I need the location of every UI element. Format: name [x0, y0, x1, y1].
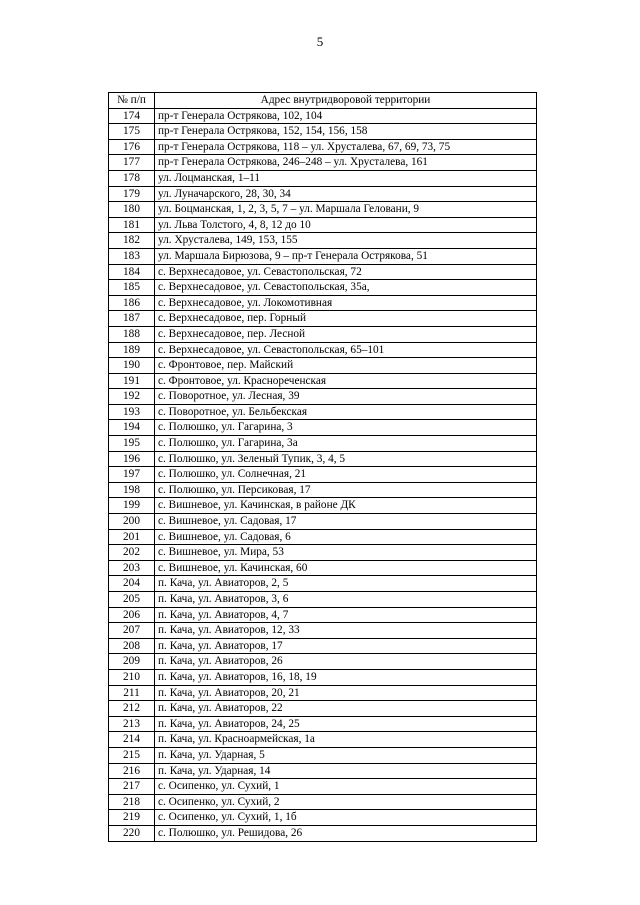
row-address: п. Кача, ул. Авиаторов, 24, 25: [155, 716, 537, 732]
table-row: [109, 389, 537, 405]
row-address: п. Кача, ул. Авиаторов, 3, 6: [155, 592, 537, 608]
row-address: с. Вишневое, ул. Качинская, 60: [155, 560, 537, 576]
row-address: с. Верхнесадовое, пер. Лесной: [155, 326, 537, 342]
row-number: 210: [109, 669, 155, 685]
row-number: 212: [109, 701, 155, 717]
row-address: с. Вишневое, ул. Садовая, 6: [155, 529, 537, 545]
address-table: [108, 92, 537, 842]
table-row: [109, 592, 537, 608]
table-row: [109, 342, 537, 358]
table-row: [109, 685, 537, 701]
row-address: с. Верхнесадовое, ул. Локомотивная: [155, 295, 537, 311]
table-body: [109, 108, 537, 841]
table-row: [109, 155, 537, 171]
row-address: с. Полюшко, ул. Солнечная, 21: [155, 467, 537, 483]
table-row: [109, 482, 537, 498]
row-number: 183: [109, 248, 155, 264]
row-number: 205: [109, 592, 155, 608]
row-number: 181: [109, 217, 155, 233]
table-row: [109, 295, 537, 311]
row-address: п. Кача, ул. Авиаторов, 2, 5: [155, 576, 537, 592]
table-row: [109, 638, 537, 654]
row-number: 191: [109, 373, 155, 389]
table-row: [109, 514, 537, 530]
table-row: [109, 186, 537, 202]
row-number: 199: [109, 498, 155, 514]
row-number: 192: [109, 389, 155, 405]
row-address: п. Кача, ул. Авиаторов, 4, 7: [155, 607, 537, 623]
row-number: 217: [109, 779, 155, 795]
row-number: 182: [109, 233, 155, 249]
row-number: 218: [109, 794, 155, 810]
table-row: [109, 607, 537, 623]
table-header-row: [109, 93, 537, 109]
row-number: 215: [109, 747, 155, 763]
row-address: с. Верхнесадовое, ул. Севастопольская, 65–101: [155, 342, 537, 358]
table-row: [109, 669, 537, 685]
table-row: [109, 202, 537, 218]
table-row: [109, 124, 537, 140]
row-address: с. Верхнесадовое, пер. Горный: [155, 311, 537, 327]
table-row: [109, 233, 537, 249]
row-number: 214: [109, 732, 155, 748]
table-row: [109, 654, 537, 670]
row-number: 203: [109, 560, 155, 576]
table-row: [109, 467, 537, 483]
row-number: 180: [109, 202, 155, 218]
row-number: 190: [109, 358, 155, 374]
row-number: 208: [109, 638, 155, 654]
row-address: с. Полюшко, ул. Персиковая, 17: [155, 482, 537, 498]
row-number: 187: [109, 311, 155, 327]
row-number: 204: [109, 576, 155, 592]
row-address: п. Кача, ул. Авиаторов, 26: [155, 654, 537, 670]
table-row: [109, 779, 537, 795]
row-number: 174: [109, 108, 155, 124]
row-number: 193: [109, 404, 155, 420]
row-address: с. Фронтовое, ул. Краснореченская: [155, 373, 537, 389]
table-row: [109, 358, 537, 374]
table-row: [109, 825, 537, 841]
row-address: пр-т Генерала Острякова, 118 – ул. Хрусталева, 67, 69, 73, 75: [155, 139, 537, 155]
row-number: 207: [109, 623, 155, 639]
row-address: п. Кача, ул. Авиаторов, 12, 33: [155, 623, 537, 639]
row-number: 189: [109, 342, 155, 358]
row-address: п. Кача, ул. Авиаторов, 20, 21: [155, 685, 537, 701]
row-number: 186: [109, 295, 155, 311]
table-row: [109, 794, 537, 810]
row-number: 177: [109, 155, 155, 171]
table-row: [109, 701, 537, 717]
row-address: с. Осипенко, ул. Сухий, 1, 1б: [155, 810, 537, 826]
row-address: п. Кача, ул. Красноармейская, 1а: [155, 732, 537, 748]
row-address: с. Поворотное, ул. Лесная, 39: [155, 389, 537, 405]
table-row: [109, 716, 537, 732]
row-number: 220: [109, 825, 155, 841]
table-row: [109, 576, 537, 592]
table-row: [109, 498, 537, 514]
table-row: [109, 451, 537, 467]
table-row: [109, 326, 537, 342]
row-address: п. Кача, ул. Авиаторов, 16, 18, 19: [155, 669, 537, 685]
row-number: 213: [109, 716, 155, 732]
column-header-address: Адрес внутридворовой территории: [155, 93, 537, 109]
table-row: [109, 280, 537, 296]
row-address: ул. Хрусталева, 149, 153, 155: [155, 233, 537, 249]
row-address: с. Осипенко, ул. Сухий, 2: [155, 794, 537, 810]
row-address: с. Полюшко, ул. Зеленый Тупик, 3, 4, 5: [155, 451, 537, 467]
row-address: п. Кача, ул. Ударная, 14: [155, 763, 537, 779]
table-row: [109, 248, 537, 264]
row-address: пр-т Генерала Острякова, 102, 104: [155, 108, 537, 124]
row-number: 178: [109, 170, 155, 186]
row-address: п. Кача, ул. Авиаторов, 17: [155, 638, 537, 654]
row-number: 211: [109, 685, 155, 701]
row-number: 216: [109, 763, 155, 779]
table-row: [109, 623, 537, 639]
table-row: [109, 747, 537, 763]
row-address: ул. Льва Толстого, 4, 8, 12 до 10: [155, 217, 537, 233]
row-number: 219: [109, 810, 155, 826]
table-row: [109, 108, 537, 124]
table-row: [109, 217, 537, 233]
row-number: 198: [109, 482, 155, 498]
row-address: с. Полюшко, ул. Гагарина, 3а: [155, 436, 537, 452]
table-row: [109, 560, 537, 576]
row-address: с. Вишневое, ул. Садовая, 17: [155, 514, 537, 530]
table-row: [109, 732, 537, 748]
row-address: с. Осипенко, ул. Сухий, 1: [155, 779, 537, 795]
table-row: [109, 810, 537, 826]
row-number: 202: [109, 545, 155, 561]
row-address: ул. Боцманская, 1, 2, 3, 5, 7 – ул. Маршала Геловани, 9: [155, 202, 537, 218]
row-number: 175: [109, 124, 155, 140]
row-number: 176: [109, 139, 155, 155]
table-row: [109, 170, 537, 186]
row-number: 201: [109, 529, 155, 545]
table-row: [109, 311, 537, 327]
row-number: 184: [109, 264, 155, 280]
row-address: с. Поворотное, ул. Бельбекская: [155, 404, 537, 420]
row-number: 195: [109, 436, 155, 452]
row-address: пр-т Генерала Острякова, 246–248 – ул. Хрусталева, 161: [155, 155, 537, 171]
row-number: 179: [109, 186, 155, 202]
row-address: с. Верхнесадовое, ул. Севастопольская, 72: [155, 264, 537, 280]
row-address: с. Верхнесадовое, ул. Севастопольская, 35а,: [155, 280, 537, 296]
row-number: 194: [109, 420, 155, 436]
row-address: ул. Лоцманская, 1–11: [155, 170, 537, 186]
table-row: [109, 139, 537, 155]
table-row: [109, 420, 537, 436]
table-row: [109, 264, 537, 280]
row-number: 188: [109, 326, 155, 342]
row-address: п. Кача, ул. Авиаторов, 22: [155, 701, 537, 717]
row-address: с. Фронтовое, пер. Майский: [155, 358, 537, 374]
table-row: [109, 436, 537, 452]
row-address: с. Полюшко, ул. Гагарина, 3: [155, 420, 537, 436]
table-row: [109, 763, 537, 779]
table-row: [109, 373, 537, 389]
row-number: 185: [109, 280, 155, 296]
row-number: 209: [109, 654, 155, 670]
row-address: ул. Луначарского, 28, 30, 34: [155, 186, 537, 202]
page-number: 5: [316, 34, 324, 49]
row-number: 197: [109, 467, 155, 483]
row-number: 196: [109, 451, 155, 467]
table-row: [109, 545, 537, 561]
row-address: п. Кача, ул. Ударная, 5: [155, 747, 537, 763]
row-number: 206: [109, 607, 155, 623]
column-header-number: № п/п: [109, 93, 155, 109]
row-address: с. Вишневое, ул. Мира, 53: [155, 545, 537, 561]
row-address: с. Вишневое, ул. Качинская, в районе ДК: [155, 498, 537, 514]
row-address: пр-т Генерала Острякова, 152, 154, 156, 158: [155, 124, 537, 140]
table-row: [109, 404, 537, 420]
row-address: ул. Маршала Бирюзова, 9 – пр-т Генерала Острякова, 51: [155, 248, 537, 264]
table-row: [109, 529, 537, 545]
row-number: 200: [109, 514, 155, 530]
row-address: с. Полюшко, ул. Решидова, 26: [155, 825, 537, 841]
